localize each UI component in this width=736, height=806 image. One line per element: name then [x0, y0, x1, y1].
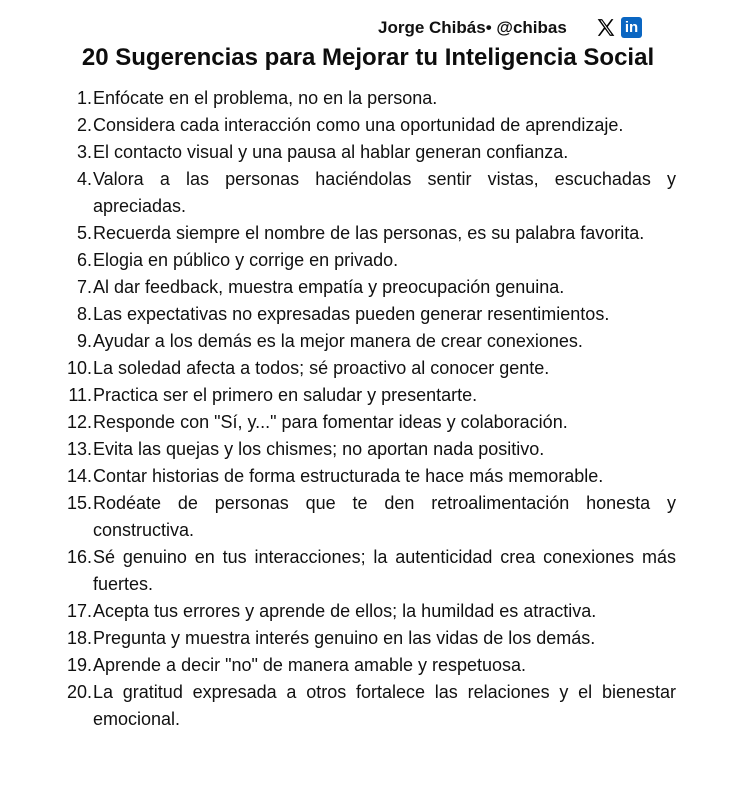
list-item	[60, 247, 676, 274]
list-item	[60, 112, 676, 139]
list-item	[60, 436, 676, 463]
item-text: Contar historias de forma estructurada te hace más memorable.	[93, 466, 604, 486]
list-item	[60, 625, 676, 652]
list-item	[60, 598, 676, 625]
list-item	[60, 139, 676, 166]
header	[0, 14, 736, 44]
item-number: 13.	[66, 439, 92, 459]
item-text: Practica ser el primero en saludar y presentarte.	[93, 385, 478, 405]
item-text: Pregunta y muestra interés genuino en las vidas de los demás.	[93, 628, 596, 648]
item-text: El contacto visual y una pausa al hablar generan confianza.	[93, 142, 569, 162]
item-number: 14.	[66, 466, 92, 486]
item-text: Recuerda siempre el nombre de las personas, es su palabra favorita.	[93, 223, 645, 243]
list-item	[60, 409, 676, 436]
item-number: 8.	[76, 304, 92, 324]
item-number: 10.	[66, 358, 92, 378]
list-item	[60, 274, 676, 301]
list-item	[60, 355, 676, 382]
item-number: 12.	[66, 412, 92, 432]
item-text: Acepta tus errores y aprende de ellos; la humildad es atractiva.	[93, 601, 597, 621]
list-item	[60, 382, 676, 409]
item-number: 19.	[66, 655, 92, 675]
item-number: 11.	[68, 385, 92, 405]
item-text: Al dar feedback, muestra empatía y preocupación genuina.	[93, 277, 565, 297]
suggestions-list	[60, 85, 676, 733]
list-item	[60, 463, 676, 490]
item-number: 17.	[66, 601, 92, 621]
author-handle: Jorge Chibás• @chibas	[378, 18, 567, 37]
list-item	[60, 328, 676, 355]
list-item	[60, 490, 676, 544]
item-number: 2.	[76, 115, 92, 135]
item-number: 1.	[76, 88, 92, 108]
x-logo-icon	[596, 17, 616, 38]
item-text: Rodéate de personas que te den retroalimentación honesta y constructiva.	[93, 493, 676, 540]
list-item	[60, 166, 676, 220]
item-text: Valora a las personas haciéndolas sentir vistas, escuchadas y apreciadas.	[93, 169, 676, 216]
list-item	[60, 85, 676, 112]
item-text: Ayudar a los demás es la mejor manera de crear conexiones.	[93, 331, 583, 351]
list-item	[60, 301, 676, 328]
item-text: Evita las quejas y los chismes; no aportan nada positivo.	[93, 439, 545, 459]
item-number: 15.	[66, 493, 92, 513]
item-number: 18.	[66, 628, 92, 648]
item-text: La soledad afecta a todos; sé proactivo al conocer gente.	[93, 358, 550, 378]
item-text: Las expectativas no expresadas pueden generar resentimientos.	[93, 304, 610, 324]
item-text: Enfócate en el problema, no en la persona.	[93, 88, 438, 108]
list-item	[60, 679, 676, 733]
item-text: Considera cada interacción como una oportunidad de aprendizaje.	[93, 115, 624, 135]
linkedin-logo-icon: in	[621, 17, 642, 38]
item-number: 16.	[66, 547, 92, 567]
item-text: Aprende a decir "no" de manera amable y respetuosa.	[93, 655, 527, 675]
item-number: 4.	[76, 169, 92, 189]
item-text: Sé genuino en tus interacciones; la autenticidad crea conexiones más fuertes.	[93, 547, 676, 594]
item-number: 3.	[76, 142, 92, 162]
item-text: La gratitud expresada a otros fortalece las relaciones y el bienestar emocional.	[93, 682, 676, 729]
list-item	[60, 652, 676, 679]
item-number: 6.	[76, 250, 92, 270]
item-number: 20.	[66, 682, 92, 702]
item-number: 9.	[76, 331, 92, 351]
list-item	[60, 220, 676, 247]
list-item	[60, 544, 676, 598]
item-number: 5.	[76, 223, 92, 243]
page-title: 20 Sugerencias para Mejorar tu Inteligencia Social	[81, 44, 655, 71]
item-number: 7.	[76, 277, 92, 297]
item-text: Elogia en público y corrige en privado.	[93, 250, 399, 270]
item-text: Responde con "Sí, y..." para fomentar ideas y colaboración.	[93, 412, 568, 432]
